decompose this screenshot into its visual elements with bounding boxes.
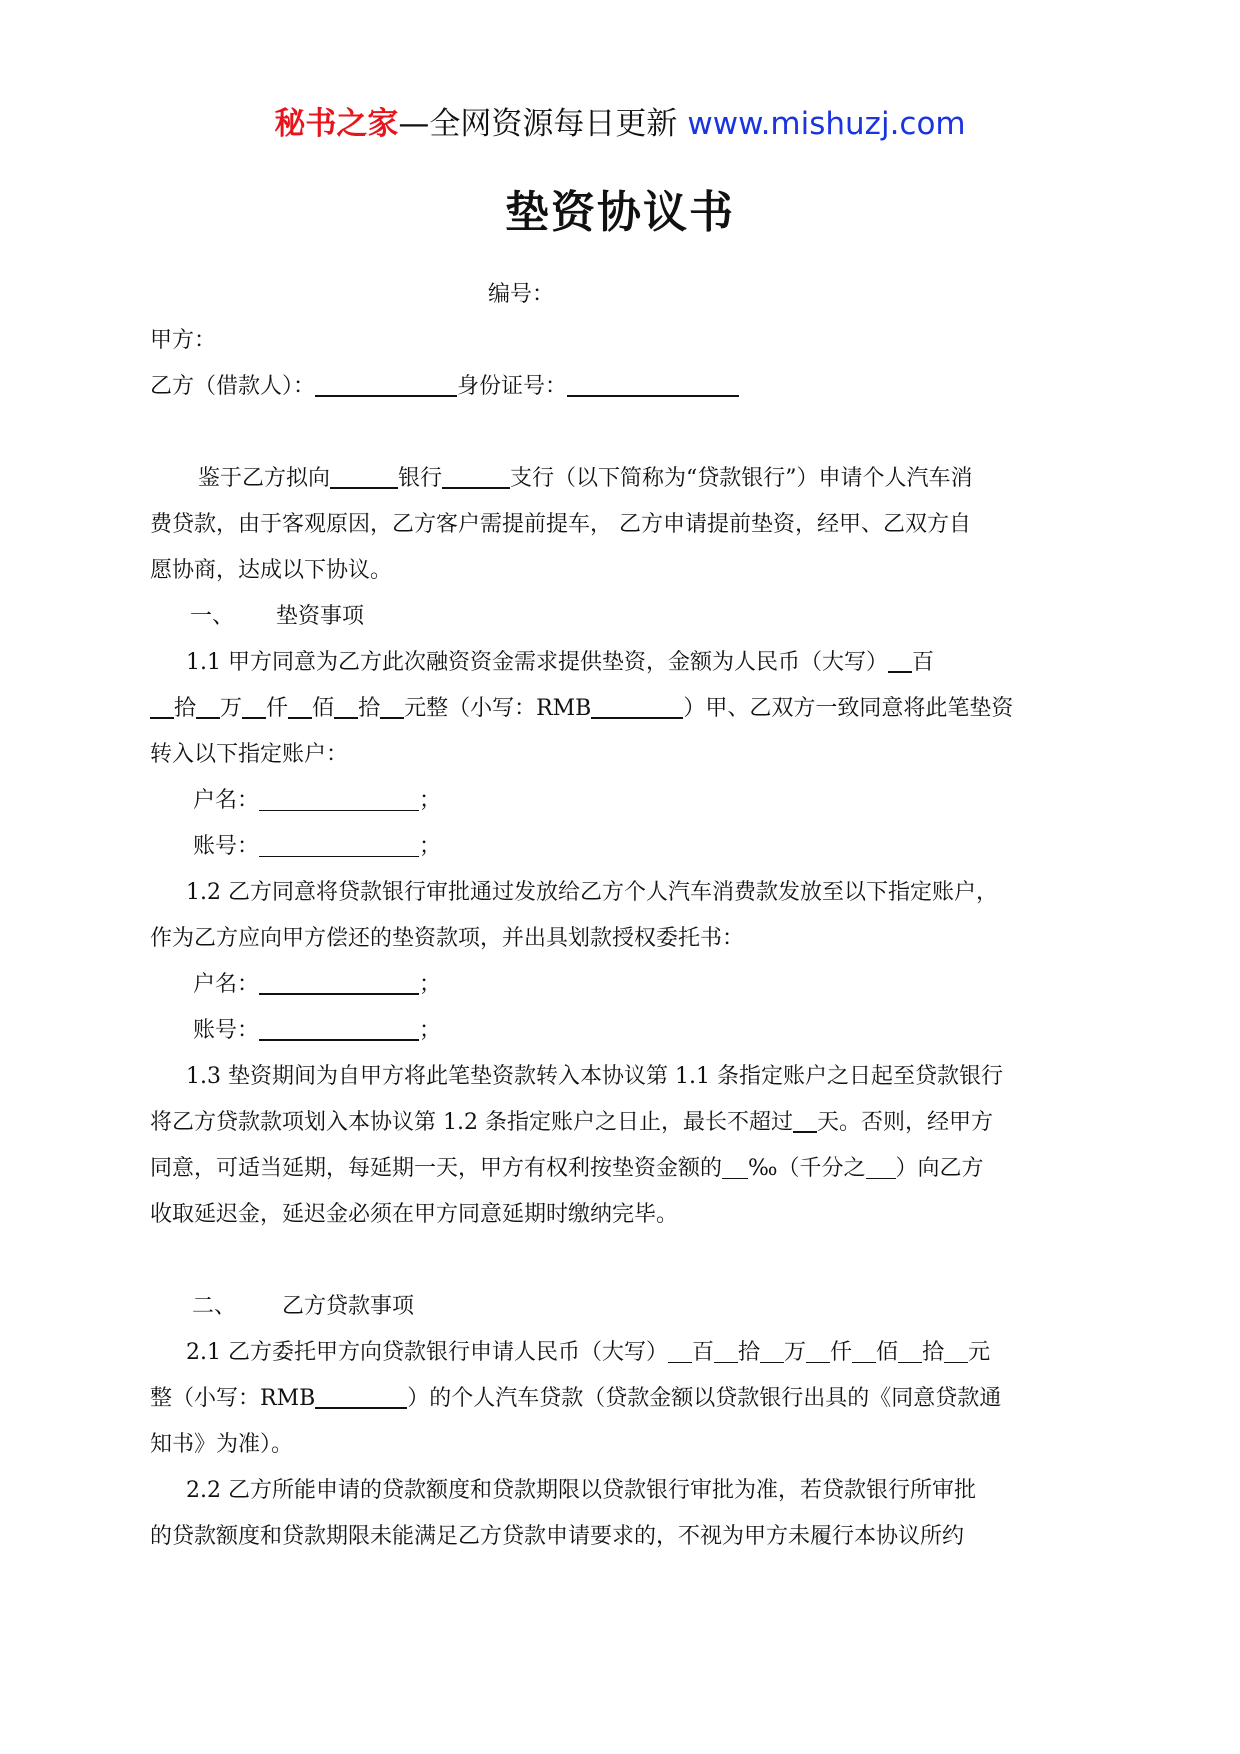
- clause-1-1-line-3: 转入以下指定账户：: [150, 742, 349, 767]
- amount-blank: [760, 1334, 784, 1363]
- amount-blank: [150, 689, 174, 719]
- site-banner: [0, 104, 1240, 144]
- intro-text-3: 支行（以下简称为“贷款银行”）申请个人汽车消: [510, 466, 973, 491]
- banner-tagline: —全网资源每日更新: [398, 106, 678, 142]
- amount-blank: [334, 689, 358, 719]
- amount-blank: [898, 1334, 922, 1363]
- semicolon: ；: [419, 788, 442, 813]
- clause-1-3-line-4: 收取延迟金，延迟金必须在甲方同意延期时缴纳完毕。: [150, 1202, 679, 1227]
- account-no-blank: [259, 828, 419, 857]
- clause-2-1-text-2: ）的个人汽车贷款（贷款金额以贷款银行出具的《同意贷款通: [407, 1386, 1002, 1411]
- party-b-blank: [315, 367, 457, 397]
- permille-blank: [866, 1150, 896, 1179]
- section-2-heading: [150, 1284, 1095, 1330]
- account-no-label: 账号：: [193, 834, 260, 859]
- amount-blank: [668, 1334, 692, 1363]
- document-title: 垫资协议书: [505, 187, 735, 238]
- clause-1-1-line-1: [150, 640, 1095, 686]
- id-number-blank: [567, 367, 739, 397]
- intro-text-1: 鉴于乙方拟向: [198, 466, 331, 491]
- clause-2-1-line-1: [150, 1330, 1095, 1376]
- account-name-blank: [259, 782, 419, 811]
- unit-qian: 仟: [266, 696, 289, 721]
- unit-bai: 百: [911, 650, 934, 675]
- unit-wan: 万: [220, 696, 243, 721]
- clause-1-3-line-2: [150, 1100, 1095, 1146]
- clause-2-1-line-3: 知书》为准）。: [150, 1432, 294, 1457]
- document-body: [150, 272, 1095, 1560]
- unit-shi: 拾: [738, 1340, 761, 1365]
- intro-line-1: [150, 456, 1095, 502]
- clause-1-2-line-1: 1.2 乙方同意将贷款银行审批通过发放给乙方个人汽车消费款发放至以下指定账户，: [186, 880, 998, 905]
- amount-blank: [288, 689, 312, 719]
- unit-bai-2: 佰: [312, 696, 335, 721]
- amount-blank: [852, 1334, 876, 1363]
- section-1-heading: [150, 594, 1095, 640]
- unit-qian: 仟: [830, 1340, 853, 1365]
- clause-1-3-line-3: [150, 1146, 1095, 1192]
- clause-1-3-text-3c: ）向乙方: [895, 1156, 984, 1181]
- amount-blank: [888, 643, 912, 673]
- id-label: 身份证号：: [457, 374, 568, 399]
- section-2-title: 乙方贷款事项: [282, 1294, 415, 1319]
- amount-blank: [380, 689, 404, 719]
- account-no-label: 账号：: [193, 1018, 260, 1043]
- party-a-label: 甲方：: [150, 328, 217, 353]
- section-1-title: 垫资事项: [276, 604, 365, 629]
- account-no-blank: [259, 1011, 419, 1041]
- rate-blank: [722, 1150, 748, 1179]
- clause-1-3-text-2b: 天。否则，经甲方: [816, 1110, 993, 1135]
- unit-shi-2: 拾: [922, 1340, 945, 1365]
- unit-bai: 百: [691, 1340, 714, 1365]
- semicolon: ；: [419, 972, 442, 997]
- banner-url-link[interactable]: www.mishuzj.com: [687, 106, 966, 142]
- unit-bai-2: 佰: [876, 1340, 899, 1365]
- clause-2-2-line-1: 2.2 乙方所能申请的贷款额度和贷款期限以贷款银行审批为准，若贷款银行所审批: [186, 1478, 976, 1503]
- section-2-number: 二、: [192, 1294, 237, 1319]
- rmb-blank: [315, 1379, 407, 1409]
- party-b-line: [150, 364, 1095, 410]
- section-1-number: 一、: [190, 604, 235, 629]
- clause-1-3-text-3b: ‰（千分之: [748, 1156, 866, 1181]
- account-no-line-2: [150, 1008, 1095, 1054]
- unit-shi-2: 拾: [358, 696, 381, 721]
- clause-1-3-line-1: 1.3 垫资期间为自甲方将此笔垫资款转入本协议第 1.1 条指定账户之日起至贷款银行: [186, 1064, 1003, 1089]
- semicolon: ；: [419, 834, 442, 859]
- clause-2-1-text: 2.1 乙方委托甲方向贷款银行申请人民币（大写）: [186, 1340, 668, 1365]
- days-blank: [793, 1103, 817, 1133]
- amount-blank: [196, 689, 220, 719]
- party-b-label: 乙方（借款人）：: [150, 374, 316, 399]
- clause-1-1-line-2: [150, 686, 1095, 732]
- clause-1-3-text-3a: 同意，可适当延期，每延期一天，甲方有权利按垫资金额的: [150, 1156, 723, 1181]
- clause-1-3-text-2a: 将乙方贷款款项划入本协议第 1.2 条指定账户之日止，最长不超过: [150, 1110, 793, 1135]
- clause-1-1-text: 1.1 甲方同意为乙方此次融资资金需求提供垫资，金额为人民币（大写）: [186, 650, 888, 675]
- branch-blank: [442, 459, 510, 489]
- clause-2-1-line-2: [150, 1376, 1095, 1422]
- rmb-label: 元整（小写：RMB: [404, 696, 592, 721]
- clause-1-1-text-2: ）甲、乙双方一致同意将此笔垫资: [683, 696, 1014, 721]
- bank-blank: [330, 459, 398, 489]
- banner-brand: 秘书之家: [274, 106, 399, 142]
- rmb-blank: [591, 689, 683, 719]
- amount-blank: [944, 1334, 968, 1363]
- unit-shi: 拾: [174, 696, 197, 721]
- amount-blank: [714, 1334, 738, 1363]
- unit-yuan: 元: [968, 1340, 991, 1365]
- clause-2-2-line-2: 的贷款额度和贷款期限未能满足乙方贷款申请要求的，不视为甲方未履行本协议所约: [150, 1524, 965, 1549]
- rmb-label: 整（小写：RMB: [150, 1386, 316, 1411]
- amount-blank: [242, 689, 266, 719]
- unit-wan: 万: [784, 1340, 807, 1365]
- number-label: 编号：: [488, 282, 555, 307]
- intro-line-2: 费贷款，由于客观原因，乙方客户需提前提车， 乙方申请提前垫资，经甲、乙双方自: [150, 512, 971, 537]
- account-name-label: 户名：: [193, 788, 260, 813]
- account-name-line-2: [150, 962, 1095, 1008]
- amount-blank: [806, 1334, 830, 1363]
- intro-line-3: 愿协商，达成以下协议。: [150, 558, 393, 583]
- account-name-line-1: [150, 778, 1095, 824]
- account-name-blank: [259, 965, 419, 995]
- clause-1-2-line-2: 作为乙方应向甲方偿还的垫资款项，并出具划款授权委托书：: [150, 926, 745, 951]
- semicolon: ；: [419, 1018, 442, 1043]
- account-no-line-1: [150, 824, 1095, 870]
- intro-text-2: 银行: [398, 466, 443, 491]
- account-name-label: 户名：: [193, 972, 260, 997]
